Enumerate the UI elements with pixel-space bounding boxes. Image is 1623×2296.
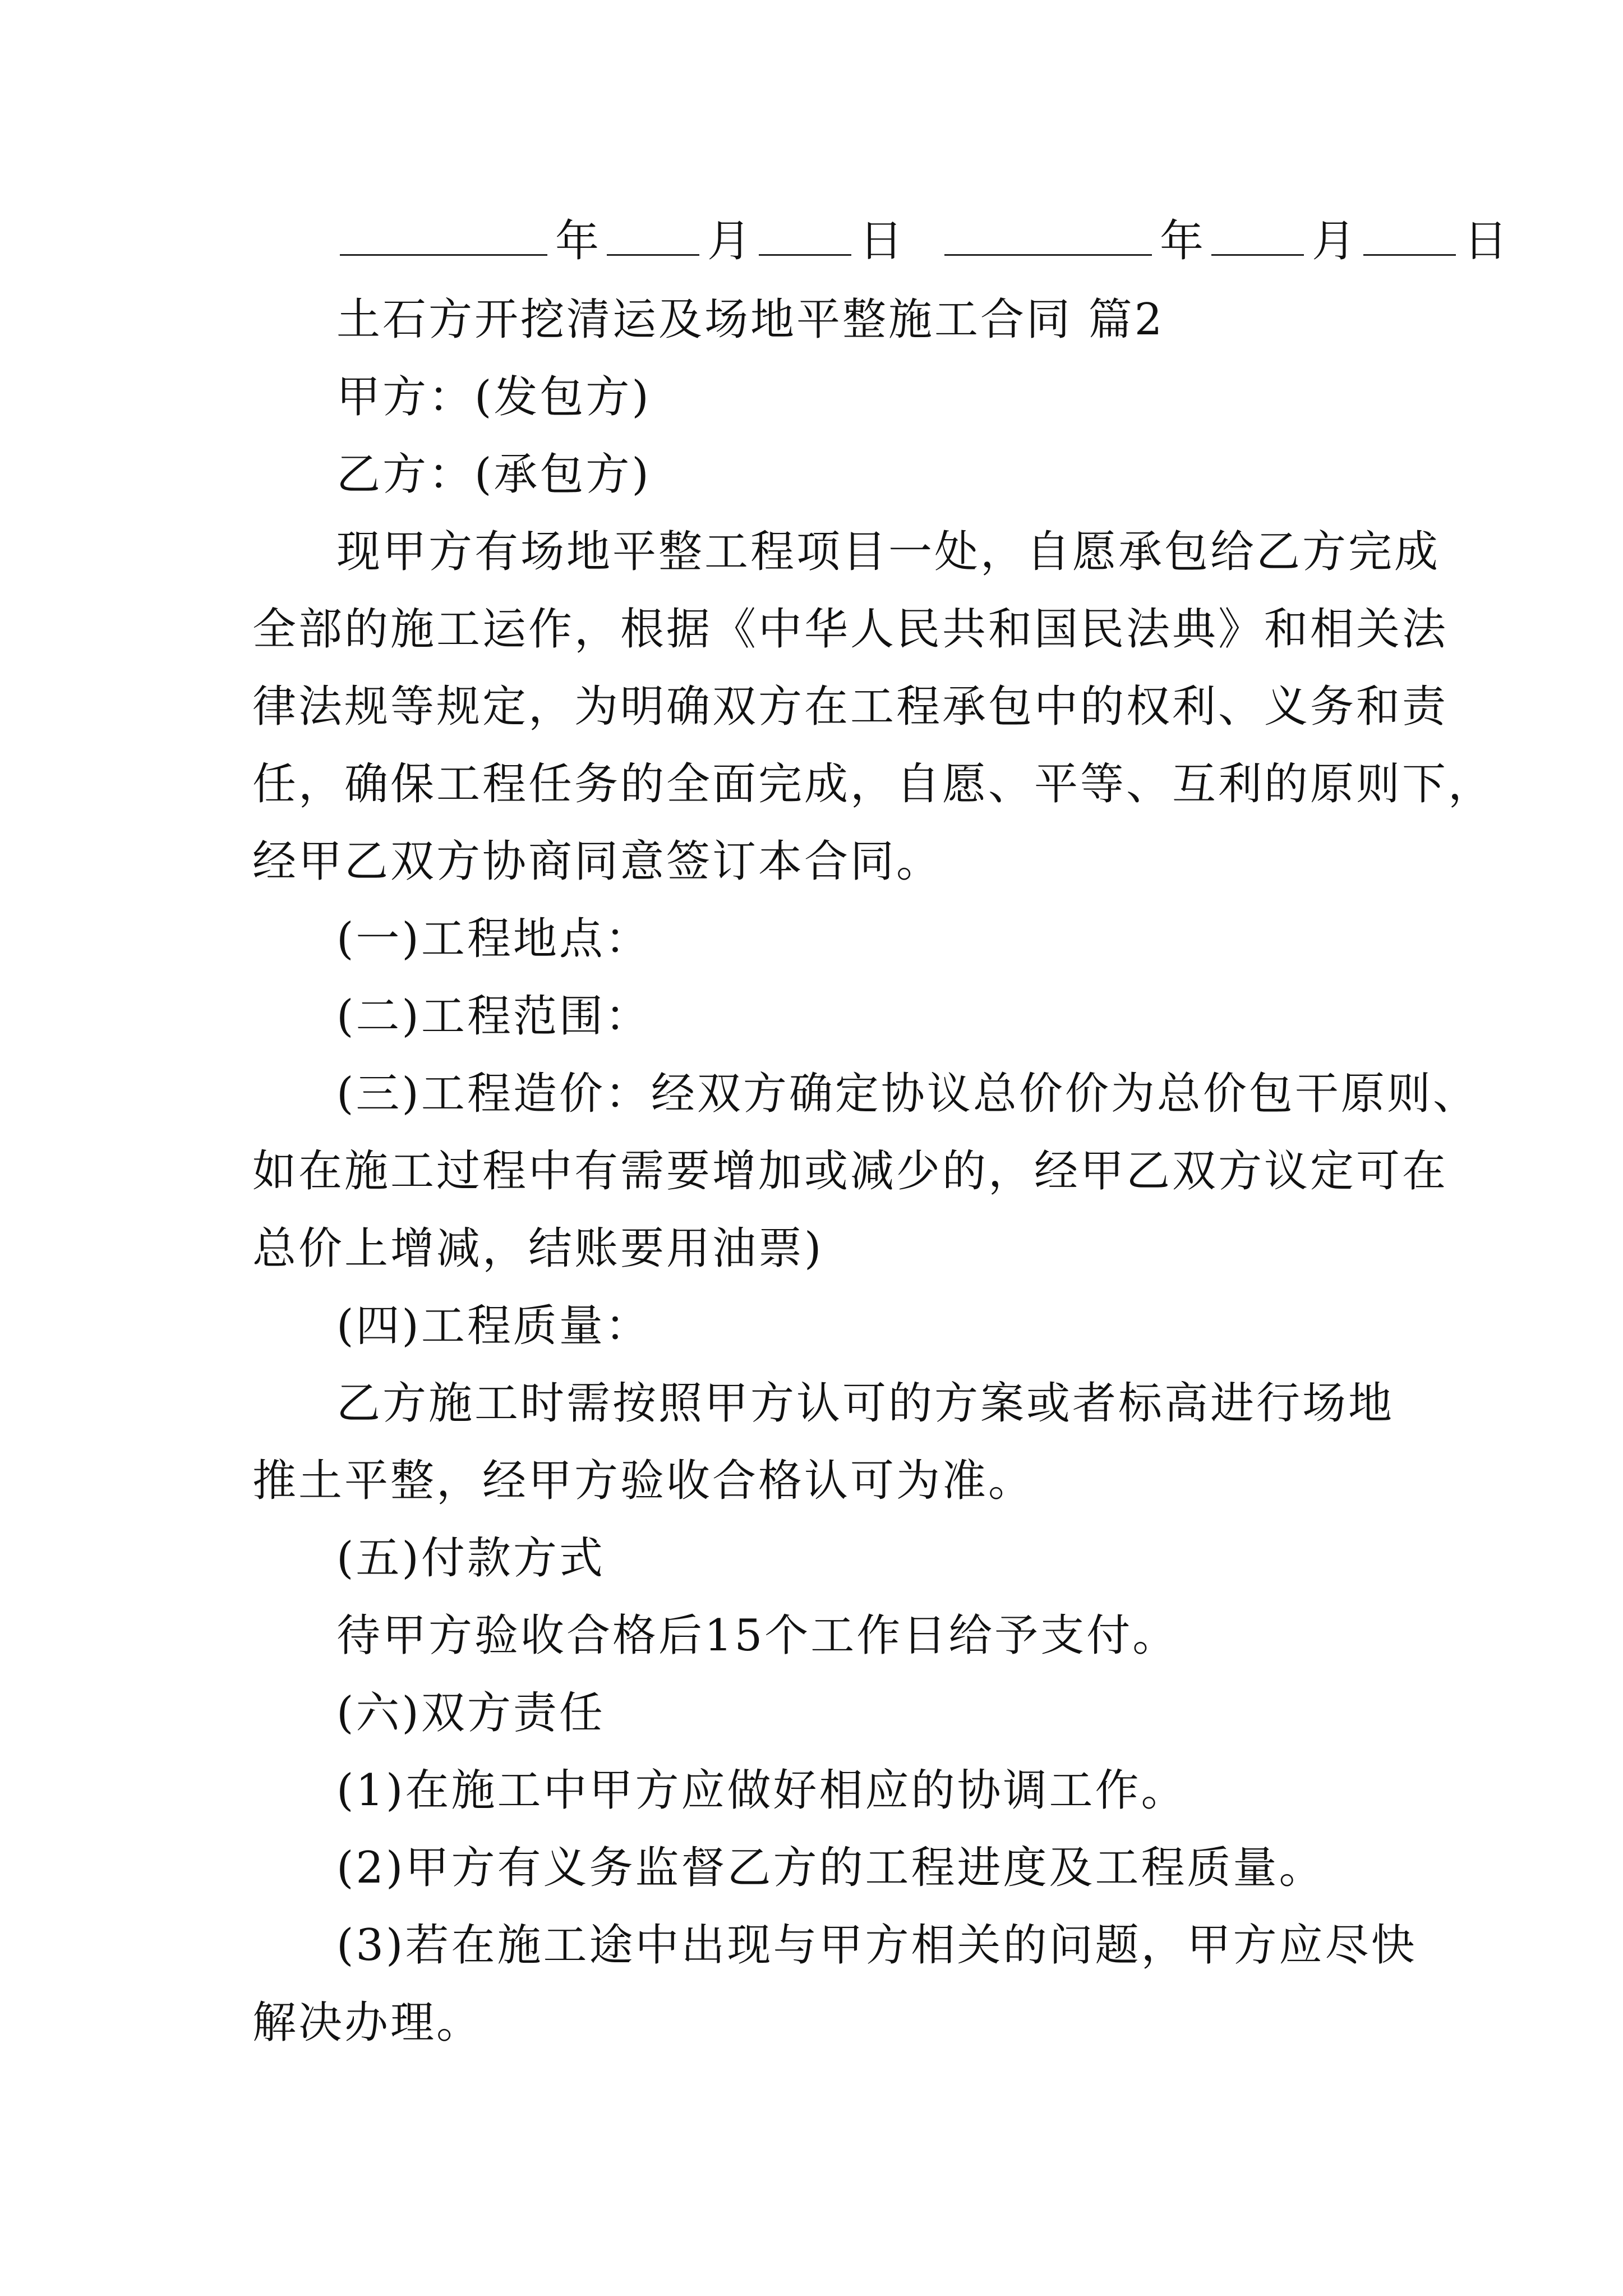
date-blank-day-a	[759, 215, 851, 256]
day-label-a: 日	[859, 216, 903, 266]
duty-item-3-line: 解决办理。	[252, 1998, 483, 2048]
year-label-a: 年	[555, 216, 600, 266]
date-blank-year-b	[944, 215, 1152, 256]
clause-price-line: 总价上增减，结账要用油票)	[252, 1223, 824, 1274]
date-blank-day-b	[1363, 215, 1456, 256]
clause-scope: (二)工程范围：	[336, 991, 651, 1042]
signature-date-row	[336, 202, 1508, 280]
clause-location: (一)工程地点：	[336, 914, 651, 964]
preamble-line: 经甲乙双方协商同意签订本合同。	[252, 836, 943, 887]
preamble-line: 全部的施工运作，根据《中华人民共和国民法典》和相关法	[252, 604, 1449, 655]
clause-price-line: 如在施工过程中有需要增加或减少的，经甲乙双方议定可在	[252, 1146, 1449, 1197]
clause-quality-line: 乙方施工时需按照甲方认可的方案或者标高进行场地	[336, 1378, 1395, 1429]
year-label-b: 年	[1160, 216, 1204, 266]
month-label-a: 月	[707, 216, 751, 266]
date-blank-month-b	[1211, 215, 1304, 256]
duty-item-2: (2)甲方有义务监督乙方的工程进度及工程质量。	[336, 1843, 1325, 1893]
clause-quality-line: 推土平整，经甲方验收合格认可为准。	[252, 1456, 1035, 1506]
clause-quality-heading: (四)工程质量：	[336, 1301, 651, 1351]
duty-item-3-line: (3)若在施工途中出现与甲方相关的问题，甲方应尽快	[336, 1920, 1417, 1971]
day-label-b: 日	[1464, 216, 1508, 266]
duty-item-1: (1)在施工中甲方应做好相应的协调工作。	[336, 1765, 1187, 1816]
month-label-b: 月	[1312, 216, 1356, 266]
preamble-line: 律法规等规定，为明确双方在工程承包中的权利、义务和责	[252, 682, 1449, 732]
preamble-line: 任，确保工程任务的全面完成，自愿、平等、互利的原则下，	[252, 759, 1495, 809]
date-blank-year-a	[340, 215, 547, 256]
clause-duties-heading: (六)双方责任	[336, 1688, 605, 1738]
clause-payment-text: 待甲方验收合格后15个工作日给予支付。	[336, 1611, 1179, 1661]
clause-payment-heading: (五)付款方式	[336, 1533, 605, 1584]
preamble-line: 现甲方有场地平整工程项目一处，自愿承包给乙方完成	[336, 527, 1441, 577]
clause-price-line: (三)工程造价：经双方确定协议总价价为总价包干原则、	[336, 1069, 1479, 1119]
document-title: 土石方开挖清运及场地平整施工合同 篇2	[336, 295, 1165, 345]
party-b-line: 乙方：(承包方)	[336, 449, 651, 500]
date-blank-month-a	[607, 215, 699, 256]
party-a-line: 甲方：(发包方)	[336, 372, 651, 422]
